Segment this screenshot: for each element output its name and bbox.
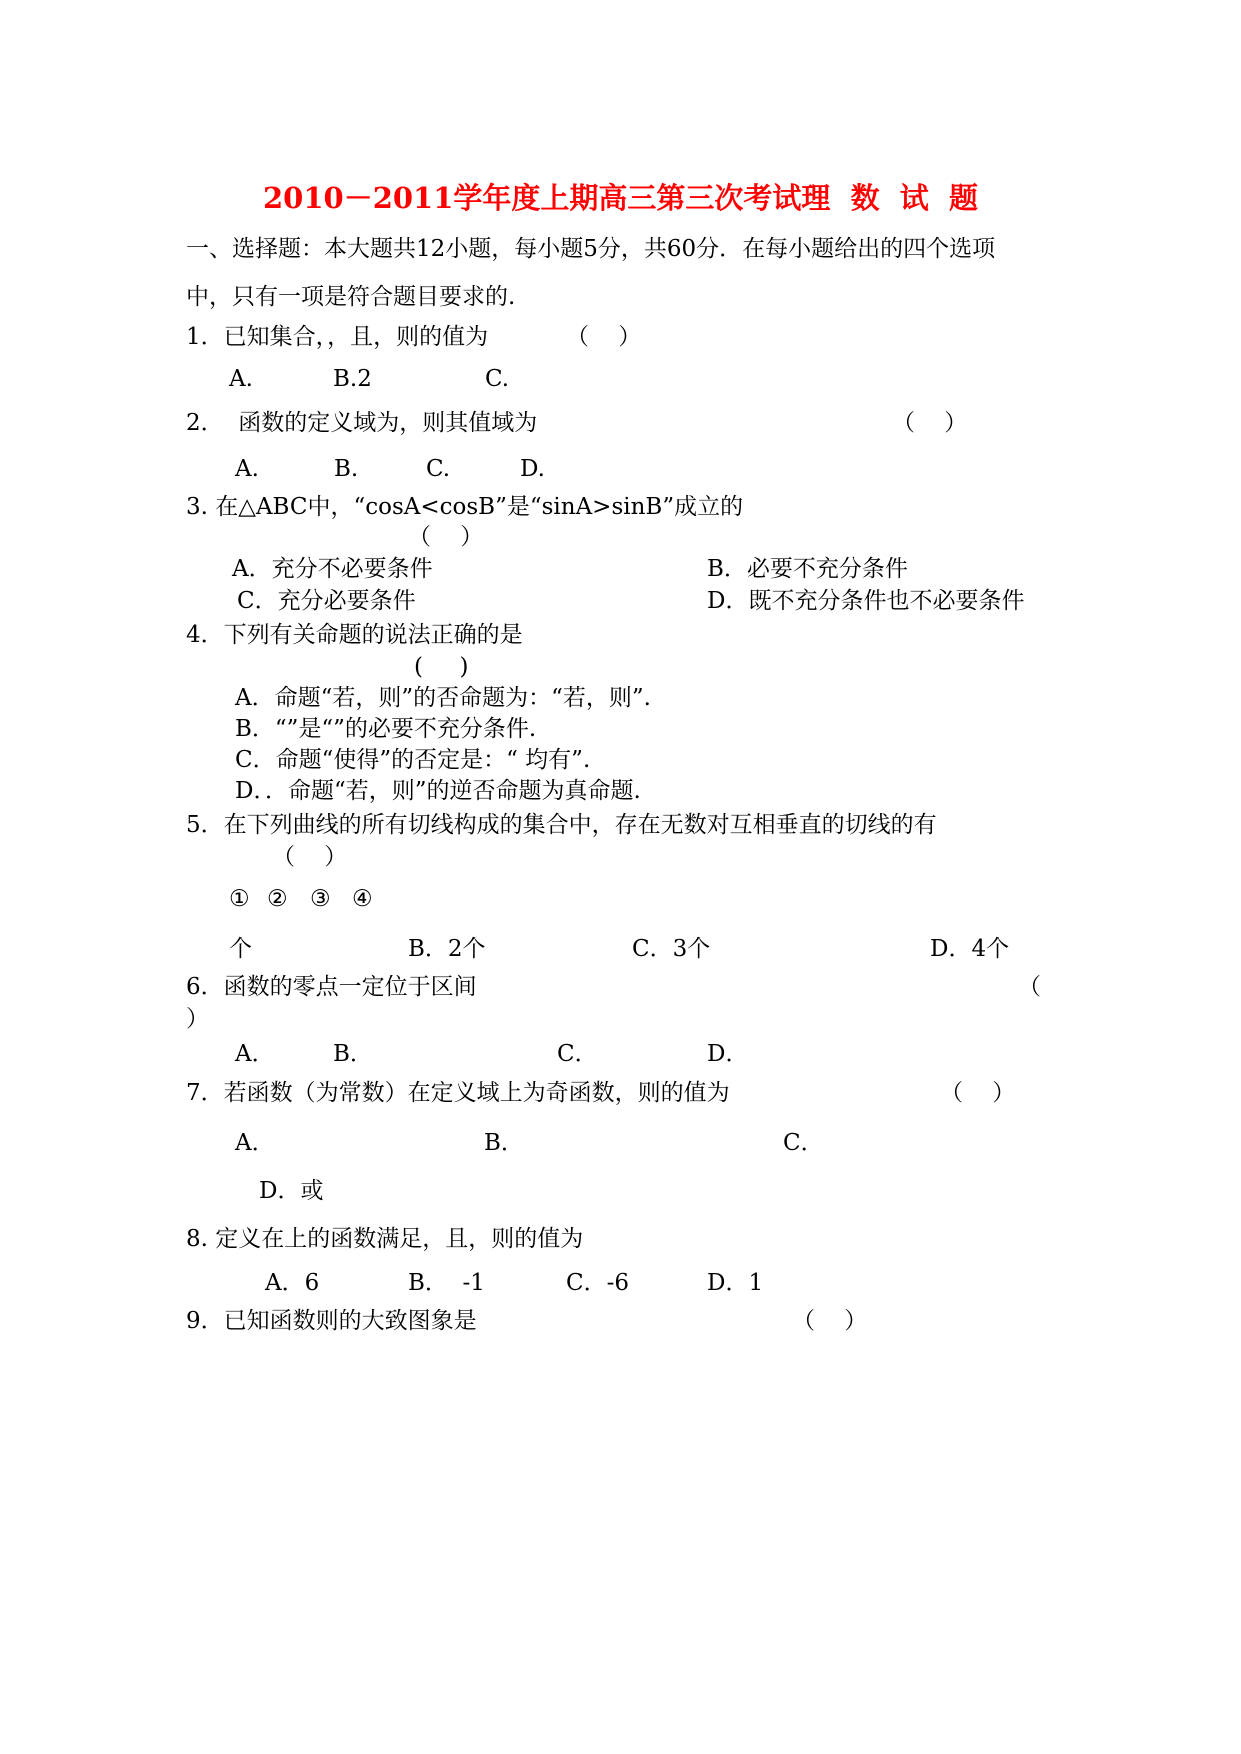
question-7-option-c: C． [783, 1130, 824, 1156]
question-6-stem: 6．函数的零点一定位于区间 [186, 974, 477, 1000]
question-2-stem: 2． 函数的定义域为，则其值域为 [186, 410, 538, 436]
question-1-answer-paren: （ ） [566, 324, 642, 350]
question-2-option-a: A. [235, 456, 259, 482]
question-6-paren-open: （ [1018, 974, 1041, 1000]
question-4-option-b: B．“”是“”的必要不充分条件. [235, 716, 537, 742]
question-8-option-c: C．-6 [566, 1270, 630, 1296]
question-6-option-b: B． [333, 1041, 373, 1067]
page-title: 2010－2011学年度上期高三第三次考试理 数 试 题 [262, 181, 978, 215]
section-instructions-line1: 一、选择题：本大题共12小题，每小题5分，共60分．在每小题给出的四个选项 [186, 236, 996, 262]
question-4-option-a: A．命题“若，则”的否命题为：“若，则”. [235, 685, 651, 711]
question-1-option-a: A. [229, 366, 253, 392]
question-7-option-a: A． [235, 1130, 275, 1156]
question-5-option-b: B．2个 [408, 936, 486, 962]
question-7-answer-paren: （ ） [940, 1080, 1016, 1106]
question-4-option-d: D．．命题“若，则”的逆否命题为真命题. [235, 778, 641, 804]
question-5-curve-marker-1: ① [229, 886, 250, 912]
question-8-option-a: A．6 [265, 1270, 320, 1296]
question-6-option-d: D． [707, 1041, 749, 1067]
question-1-option-b: B.2 [333, 366, 372, 392]
question-6-option-a: A． [235, 1041, 275, 1067]
question-2-option-c: C. [426, 456, 451, 482]
question-8-option-b: B． -1 [408, 1270, 485, 1296]
question-3-option-d: D．既不充分条件也不必要条件 [707, 588, 1025, 614]
question-4-stem: 4．下列有关命题的说法正确的是 [186, 622, 523, 648]
question-9-stem: 9．已知函数则的大致图象是 [186, 1308, 477, 1334]
question-6-paren-close: ） [186, 1006, 209, 1032]
question-3-option-a: A．充分不必要条件 [232, 556, 433, 582]
question-5-curve-marker-4: ④ [352, 886, 373, 912]
question-1-option-c: C. [485, 366, 510, 392]
question-5-answer-paren: （ ） [272, 844, 348, 870]
question-5-option-a: 个 [229, 936, 252, 962]
question-5-curve-marker-3: ③ [310, 886, 331, 912]
question-2-option-d: D. [520, 456, 545, 482]
question-5-option-d: D．4个 [930, 936, 1010, 962]
section-instructions-line2: 中，只有一项是符合题目要求的. [186, 284, 516, 310]
question-5-curve-marker-2: ② [267, 886, 288, 912]
question-3-option-b: B．必要不充分条件 [707, 556, 908, 582]
question-7-option-d: D．或 [259, 1178, 324, 1204]
question-7-stem: 7．若函数（为常数）在定义域上为奇函数，则的值为 [186, 1080, 730, 1106]
question-8-option-d: D．1 [707, 1270, 764, 1296]
question-4-option-c: C．命题“使得”的否定是：“ 均有”. [235, 747, 591, 773]
question-5-option-c: C．3个 [632, 936, 711, 962]
question-5-stem: 5．在下列曲线的所有切线构成的集合中，存在无数对互相垂直的切线的有 [186, 812, 937, 838]
question-2-option-b: B. [334, 456, 359, 482]
question-3-stem: 3. 在△ABC中，“cosA<cosB”是“sinA>sinB”成立的 [186, 494, 744, 520]
question-3-option-c: C．充分必要条件 [237, 588, 416, 614]
question-9-answer-paren: （ ） [792, 1308, 868, 1334]
question-6-option-c: C． [557, 1041, 598, 1067]
question-1-stem: 1．已知集合，，且，则的值为 [186, 324, 489, 350]
question-4-answer-paren: ( ) [414, 654, 469, 680]
question-8-stem: 8. 定义在上的函数满足，且，则的值为 [186, 1226, 584, 1252]
question-7-option-b: B． [484, 1130, 524, 1156]
question-3-answer-paren: （ ） [408, 524, 484, 550]
question-2-answer-paren: （ ） [892, 410, 968, 436]
